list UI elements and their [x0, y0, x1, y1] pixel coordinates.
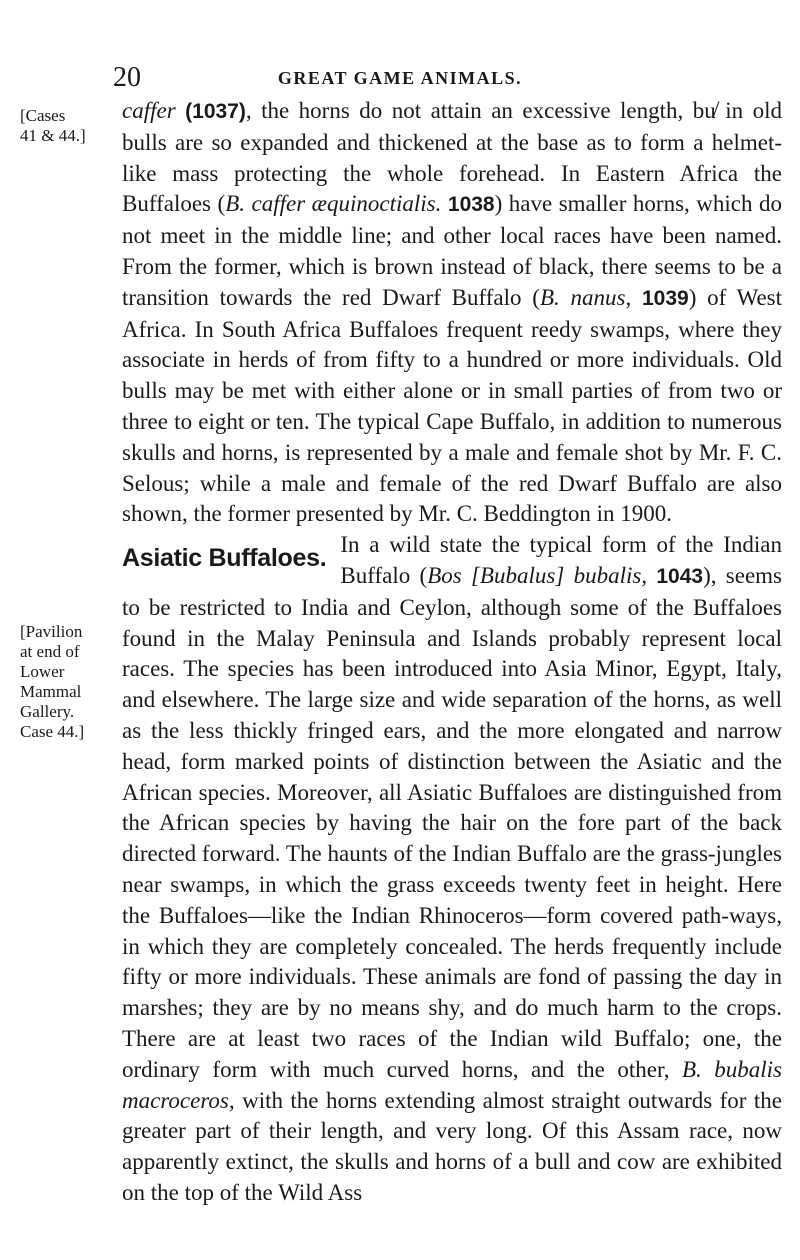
specimen-number: (1037)	[185, 100, 246, 123]
running-title: GREAT GAME ANIMALS.	[277, 68, 523, 88]
margin-note-cases	[20, 106, 124, 146]
margin-note-line: Mammal	[20, 682, 82, 701]
margin-note-line: Case 44.]	[20, 722, 85, 741]
specimen-number: 1043	[656, 564, 704, 588]
text-run: ) have smaller horns, which do not meet in the middle line; and other local races have been named. From the former, which is brown instead of black, there seems to be a transition towards the red Dwarf Buffalo (	[122, 191, 783, 310]
margin-note-line: 41 & 44.]	[20, 126, 86, 145]
species-name: caffer	[122, 98, 176, 123]
page-number: 20	[113, 62, 141, 93]
specimen-number: 1039	[641, 286, 689, 310]
species-name: B. nanus,	[539, 284, 632, 310]
text-run: with the horns extending almost straight outwards for the greater part of their length, and very long. Of this Assam race, now apparently extinct, the skulls and horns of a bull and cow are exhibited on the top of the Wild Ass	[122, 1087, 782, 1205]
paragraph-african-buffaloes	[122, 96, 782, 530]
text-run: ), seems to be restricted to India and Ceylon, although some of the Buffaloes found in the Malay Peninsula and Islands probably represent local races. The species has been introduced into Asia Minor, Egypt, Italy, and elsewhere. The large size and wide separation of the horns, as well as the less thickly fringed ears, and the more elongated and narrow head, form marked points of distinction between the Asiatic and the African species. Moreover, all Asiatic Buffaloes are distinguished from the African species by having the hair on the fore part of the back directed forward. The haunts of the Indian Buffalo are the grass-jungles near swamps, in which the grass exceeds twenty feet in height. Here the Buffaloes—like the Indian Rhinoceros—form covered path-ways, in which they are completely concealed. The herds frequently include fifty or more individuals. These animals are fond of passing the day in marshes; they are by no means shy, and do much harm to the crops. There are at least two races of the Indian wild Buffalo; one, the ordinary form with much curved horns, and the other,	[122, 562, 782, 1082]
species-name: B. bubalis macroceros,	[122, 1056, 783, 1113]
species-name: B. caffer æquinoctialis.	[225, 191, 442, 217]
paragraph-asiatic-buffaloes	[122, 530, 782, 1209]
body-text	[122, 96, 782, 1209]
margin-note-line: [Cases	[20, 106, 66, 125]
text-run: In a wild state the typical form of the Indian Buffalo (	[340, 532, 782, 588]
margin-note-line: at end of	[20, 642, 80, 661]
margin-note-line: Gallery.	[20, 702, 75, 721]
margin-note-pavilion	[20, 622, 124, 742]
margin-note-line: Lower	[20, 662, 65, 681]
section-subheading: Asiatic Buffaloes.	[122, 544, 327, 573]
text-run: , the horns do not attain an excessive length, bu̸ in old bulls are so expanded and thickened at the base as to form a helmet-like mass protecting the whole forehead. In Eastern Africa the Buffaloes (	[122, 98, 783, 217]
margin-note-line: [Pavilion	[20, 622, 83, 641]
text-run: ) of West Africa. In South Africa Buffaloes frequent reedy swamps, where they associate in herds of from fifty to a hundred or more individuals. Old bulls may be met with either alone or in small parties of from two or three to eight or ten. The typical Cape Buffalo, in addition to numerous skulls and horns, is represented by a male and female shot by Mr. F. C. Selous; while a male and female of the red Dwarf Buffalo are also shown, the former presented by Mr. C. Beddington in 1900.	[122, 284, 783, 527]
specimen-number: 1038	[447, 193, 495, 217]
species-name: Bos [Bubalus] bubalis,	[427, 562, 648, 588]
